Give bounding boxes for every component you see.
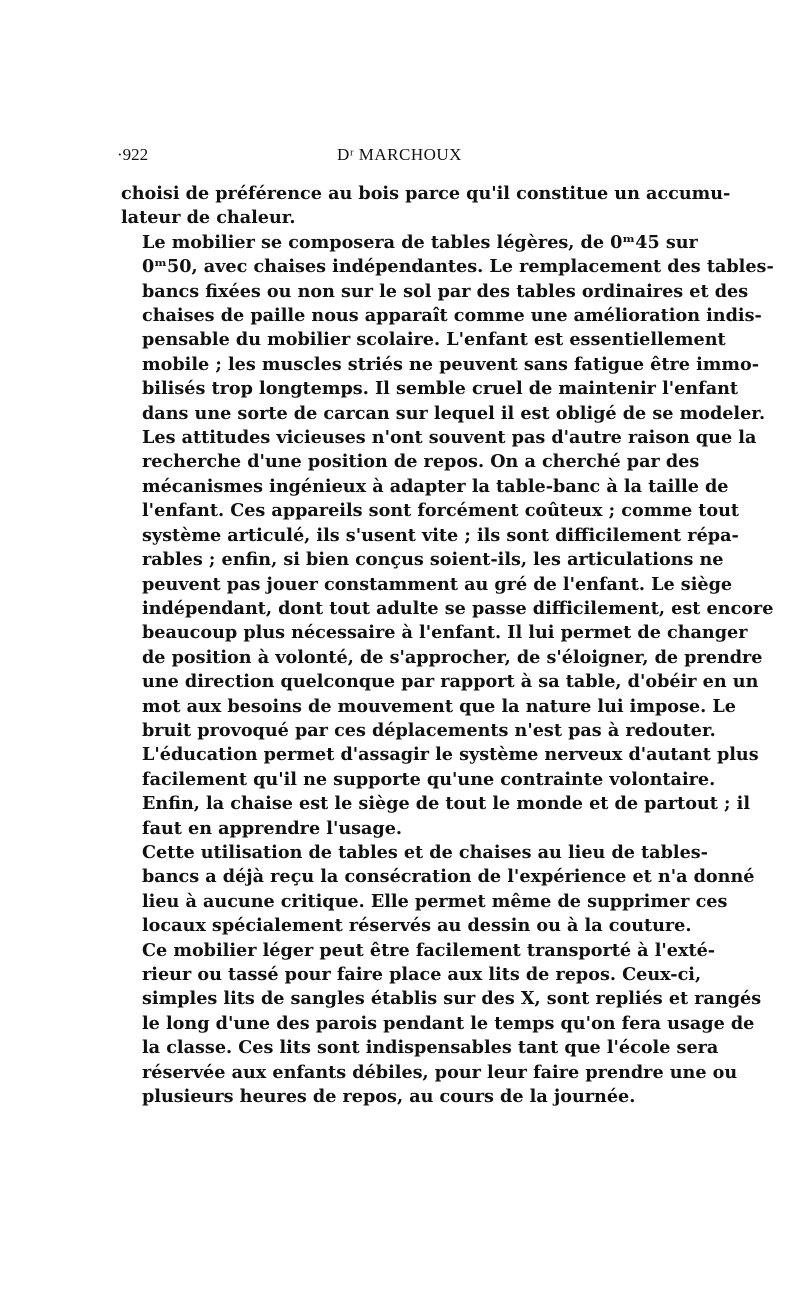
text-line: bruit provoqué par ces déplacements n'est pas à redouter.: [142, 719, 716, 741]
text-line: bancs a déjà reçu la consécration de l'expérience et n'a donné: [142, 866, 755, 888]
text-line: indépendant, dont tout adulte se passe difficilement, est encore: [142, 597, 774, 619]
text-line: bilisés trop longtemps. Il semble cruel de maintenir l'enfant: [142, 378, 739, 400]
text-line: la classe. Ces lits sont indispensables tant que l'école sera: [142, 1037, 719, 1059]
text-line: l'enfant. Ces appareils sont forcément coûteux ; comme tout: [142, 500, 740, 522]
page-number: ·922: [117, 145, 149, 164]
body-text: [121, 182, 774, 1109]
text-line: système articulé, ils s'usent vite ; ils sont difficilement répa-: [142, 524, 739, 546]
text-line: rieur ou tassé pour faire place aux lits de repos. Ceux-ci,: [142, 964, 702, 985]
paragraph: [121, 231, 774, 841]
text-line: recherche d'une position de repos. On a cherché par des: [142, 451, 700, 473]
text-line: plusieurs heures de repos, au cours de la journée.: [142, 1086, 636, 1108]
paragraph: [121, 841, 755, 939]
text-line: choisi de préférence au bois parce qu'il constitue un accumu-: [121, 183, 731, 204]
text-line: dans une sorte de carcan sur lequel il est obligé de se modeler.: [142, 402, 766, 424]
text-line: mécanismes ingénieux à adapter la table-banc à la taille de: [142, 475, 729, 497]
text-line: Cette utilisation de tables et de chaises au lieu de tables-: [142, 841, 708, 863]
text-line: rables ; enfin, si bien conçus soient-ils, les articulations ne: [142, 549, 724, 571]
text-line: bancs fixées ou non sur le sol par des tables ordinaires et des: [142, 280, 749, 302]
text-line: simples lits de sangles établis sur des X, sont repliés et rangés: [142, 988, 762, 1010]
text-line: réservée aux enfants débiles, pour leur faire prendre une ou: [142, 1061, 738, 1083]
text-line: Enfin, la chaise est le siège de tout le monde et de partout ; il: [142, 793, 751, 815]
text-line: L'éducation permet d'assagir le système nerveux d'autant plus: [142, 744, 759, 766]
text-line: Les attitudes vicieuses n'ont souvent pas d'autre raison que la: [142, 427, 757, 449]
text-line: chaises de paille nous apparaît comme une amélioration indis-: [142, 305, 762, 327]
text-line: une direction quelconque par rapport à sa table, d'obéir en un: [142, 671, 759, 693]
text-line: mobile ; les muscles striés ne peuvent sans fatigue être immo-: [142, 353, 760, 375]
text-line: Ce mobilier léger peut être facilement transporté à l'exté-: [142, 939, 716, 961]
text-line: 0ᵐ50, avec chaises indépendantes. Le remplacement des tables-: [142, 256, 774, 278]
text-line: lateur de chaleur.: [121, 207, 296, 229]
page-header: [117, 145, 682, 169]
text-line: de position à volonté, de s'approcher, de s'éloigner, de prendre: [142, 646, 763, 668]
paragraph: [121, 182, 731, 231]
text-line: pensable du mobilier scolaire. L'enfant est essentiellement: [142, 329, 726, 351]
text-line: mot aux besoins de mouvement que la nature lui impose. Le: [142, 695, 736, 717]
text-line: faut en apprendre l'usage.: [142, 817, 403, 839]
text-line: peuvent pas jouer constamment au gré de l'enfant. Le siège: [142, 573, 733, 595]
text-line: facilement qu'il ne supporte qu'une contrainte volontaire.: [142, 768, 716, 790]
text-line: le long d'une des parois pendant le temps qu'on fera usage de: [142, 1012, 755, 1034]
text-line: beaucoup plus nécessaire à l'enfant. Il lui permet de changer: [142, 622, 748, 644]
text-line: lieu à aucune critique. Elle permet même de supprimer ces: [142, 890, 728, 912]
paragraph: [121, 939, 762, 1110]
text-line: Le mobilier se composera de tables légères, de 0ᵐ45 sur: [142, 231, 698, 253]
text-line: locaux spécialement réservés au dessin ou à la couture.: [142, 915, 692, 937]
running-head: Dʳ MARCHOUX: [337, 145, 462, 164]
